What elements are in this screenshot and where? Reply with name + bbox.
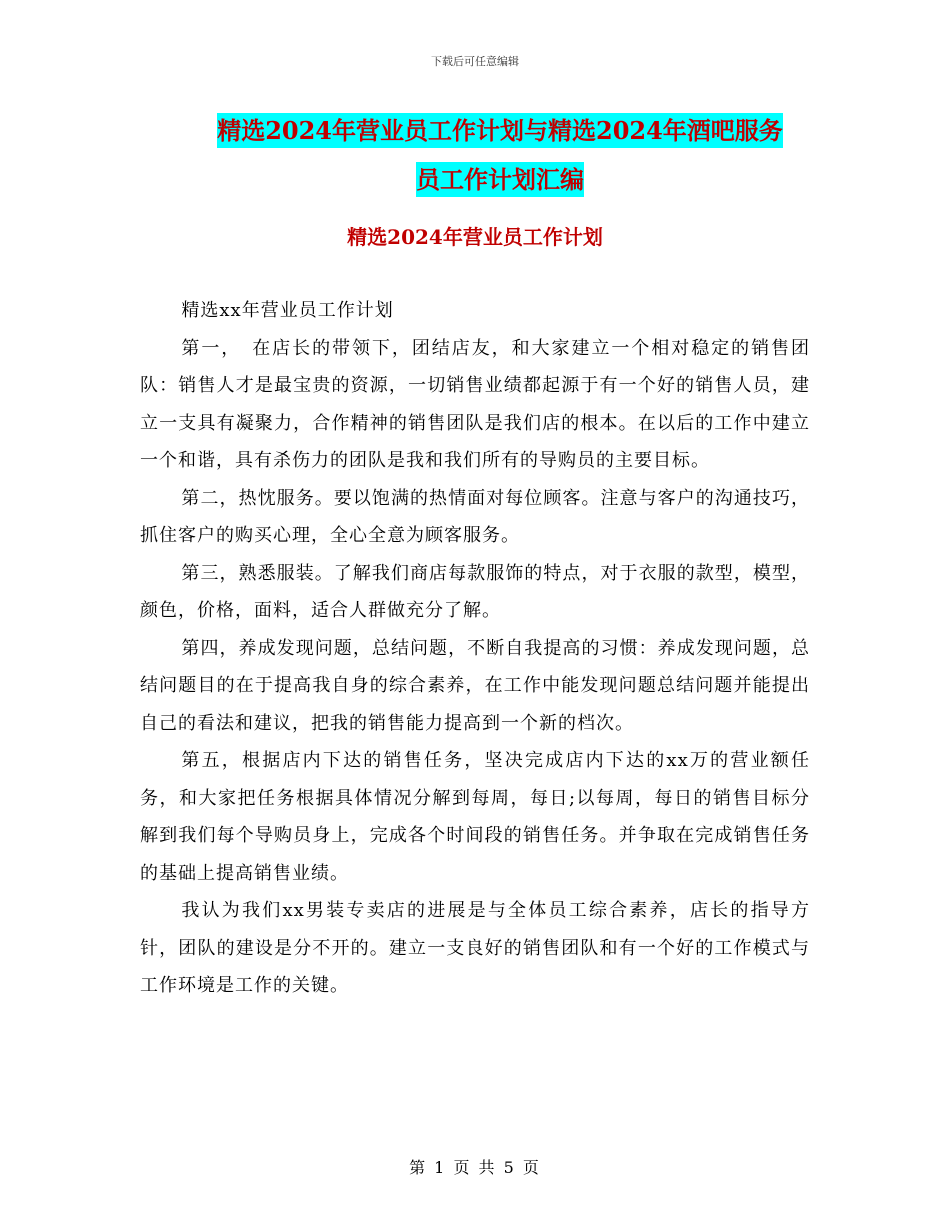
main-title — [140, 106, 860, 204]
paragraph-4: 第四，养成发现问题，总结问题，不断自我提高的习惯：养成发现问题，总结问题目的在于提高我自身的综合素养，在工作中能发现问题总结问题并能提出自己的看法和建议，把我的销售能力提高到一个新的档次。 — [140, 637, 810, 734]
header-note: 下载后可任意编辑 — [431, 55, 519, 68]
paragraph-6: 我认为我们xx男装专卖店的进展是与全体员工综合素养，店长的指导方针，团队的建设是分不开的。建立一支良好的销售团队和有一个好的工作模式与工作环境是工作的关键。 — [140, 900, 810, 996]
paragraph-0: 精选xx年营业员工作计划 — [181, 300, 394, 321]
paragraph-2: 第二，热忱服务。要以饱满的热情面对每位顾客。注意与客户的沟通技巧，抓住客户的购买心理，全心全意为顾客服务。 — [140, 487, 810, 546]
page-footer: 第 1 页 共 5 页 — [409, 1158, 541, 1177]
paragraph-3: 第三，熟悉服装。了解我们商店每款服饰的特点，对于衣服的款型，模型，颜色，价格，面料，适合人群做充分了解。 — [140, 562, 810, 621]
main-title-line-1: 精选2024年营业员工作计划与精选2024年酒吧服务 — [217, 113, 783, 148]
section-title: 精选2024年营业员工作计划 — [347, 225, 603, 249]
body-text — [140, 292, 810, 1005]
paragraph-1: 第一， 在店长的带领下，团结店友，和大家建立一个相对稳定的销售团队：销售人才是最宝贵的资源，一切销售业绩都起源于有一个好的销售人员，建立一支具有凝聚力，合作精神的销售团队是我们店的根本。在以后的工作中建立一个和谐，具有杀伤力的团队是我和我们所有的导购员的主要目标。 — [140, 337, 810, 471]
paragraph-5: 第五，根据店内下达的销售任务，坚决完成店内下达的xx万的营业额任务，和大家把任务根据具体情况分解到每周，每日;以每周，每日的销售目标分解到我们每个导购员身上，完成各个时间段的销售任务。并争取在完成销售任务的基础上提高销售业绩。 — [140, 750, 810, 884]
main-title-line-2: 员工作计划汇编 — [416, 162, 584, 197]
